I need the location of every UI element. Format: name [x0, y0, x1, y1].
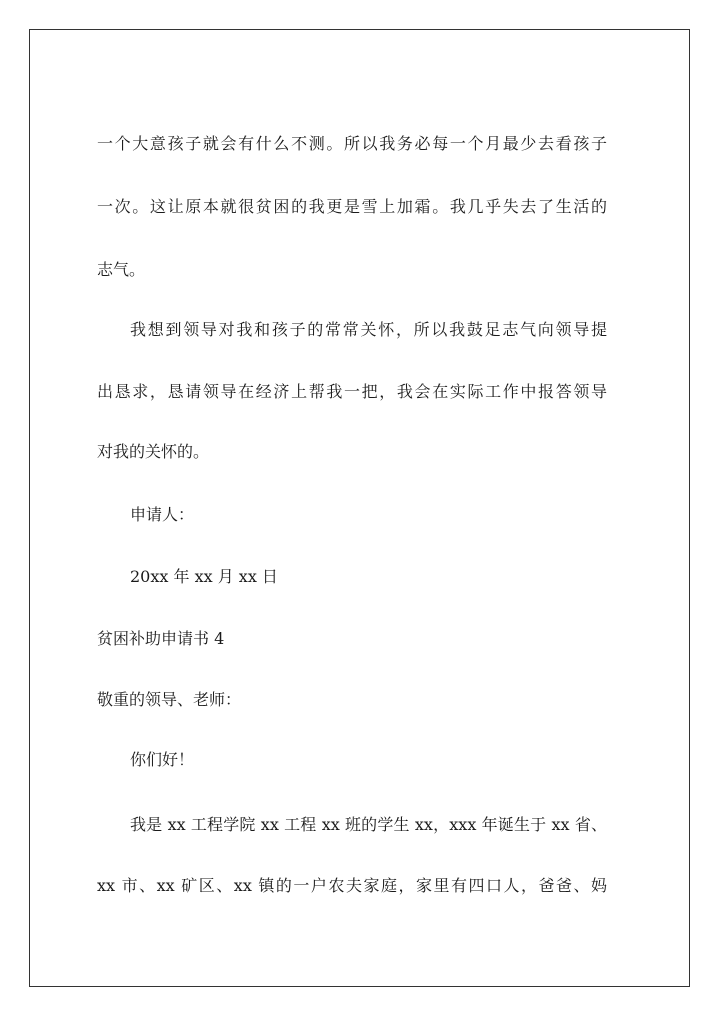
text-line-4: 我想到领导对我和孩子的常常关怀，所以我鼓足志气向领导提 — [130, 320, 607, 339]
salutation: 敬重的领导、老师： — [97, 690, 242, 709]
text-line-3: 志气。 — [97, 260, 146, 279]
text-line-12: 我是 xx 工程学院 xx 工程 xx 班的学生 xx，xxx 年诞生于 xx 省、 — [130, 815, 607, 834]
section-title: 贫困补助申请书 4 — [97, 629, 225, 648]
text-line-6: 对我的关怀的。 — [97, 442, 210, 461]
applicant-label: 申请人： — [130, 505, 195, 524]
text-line-5: 出恳求，恳请领导在经济上帮我一把，我会在实际工作中报答领导 — [97, 382, 607, 401]
date-line: 20xx 年 xx 月 xx 日 — [130, 567, 278, 586]
greeting: 你们好！ — [130, 750, 195, 769]
text-line-13: xx 市、xx 矿区、xx 镇的一户农夫家庭，家里有四口人，爸爸、妈 — [97, 876, 607, 895]
text-line-1: 一个大意孩子就会有什么不测。所以我务必每一个月最少去看孩子 — [97, 134, 607, 153]
text-line-2: 一次。这让原本就很贫困的我更是雪上加霜。我几乎失去了生活的 — [97, 197, 607, 216]
